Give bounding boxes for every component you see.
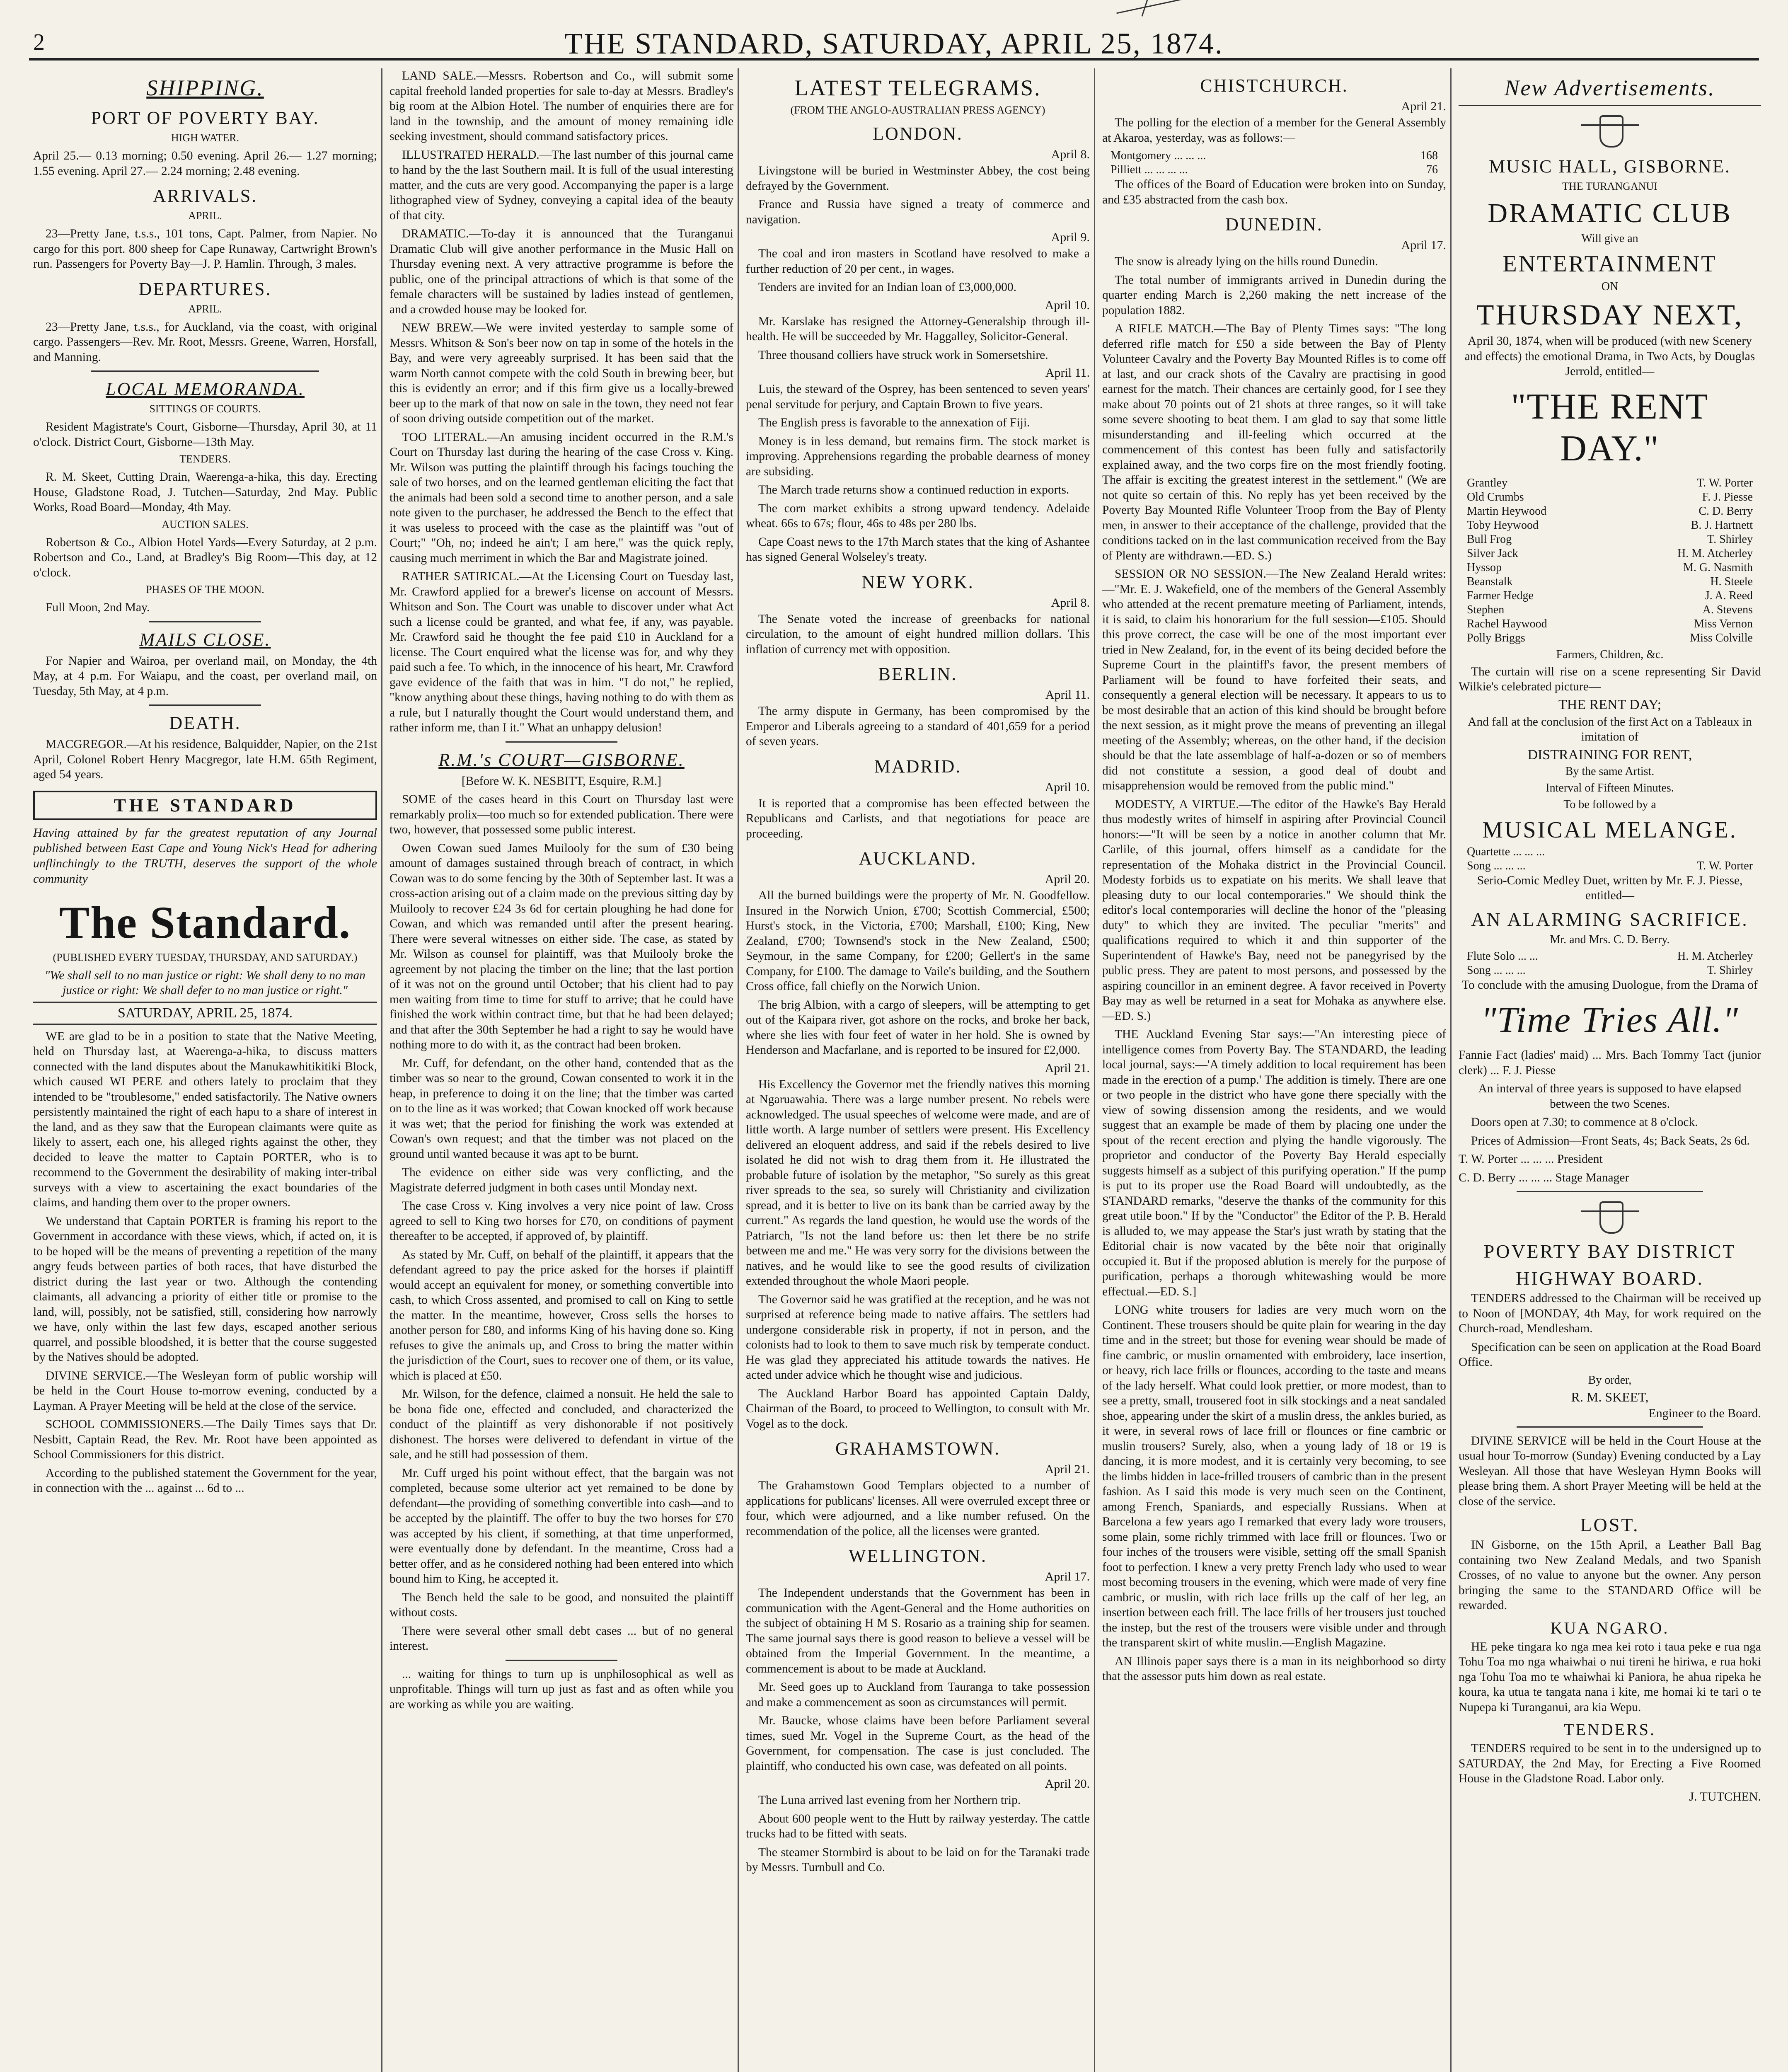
cast-row xyxy=(1467,575,1753,589)
road-board-title-2: HIGHWAY BOARD. xyxy=(1516,1268,1704,1289)
cast-actor: H. M. Atcherley xyxy=(1677,547,1753,560)
dateline: April 10. xyxy=(1045,298,1090,312)
auction-title: AUCTION SALES. xyxy=(162,518,249,530)
arrivals-title: ARRIVALS. xyxy=(152,186,258,206)
telegram-item: About 600 people went to the Hutt by railway yesterday. The cattle trucks had to be fitted with seats. xyxy=(746,1812,1090,1840)
telegram-item: His Excellency the Governor met the friendly natives this morning at Ngaruawahia. There was a large number present. No rebels were acknowledged. The usual speeches of welcome were made, and are of little worth. A large number of settlers were present. His Excellency delivered an eloquent address, and said if the rebels desired to live isolated he did not wish to drag them from it. He illustrated the probable future of isolation by the metaphor, "So surely as this great river spreads to the sea, so surely will Christianity and civilization spread, and it is better to live on its bank than be carried away by the current." As regards the land question, he would use the words of the Patriarch, "Is not the land before us: then let there be no strife between me and me." He was very sorry for the divisions between the natives, and he would like to see the good results of civilization extended throughout the whole Maori people. xyxy=(746,1077,1090,1288)
lost-notice: IN Gisborne, on the 15th April, a Leather Ball Bag containing two New Zealand Medals, and two Spanish Crosses, of no value to anyone but the owner. Any person bringing the same to the STANDARD Office will be rewarded. xyxy=(1459,1538,1761,1612)
specification-note: Specification can be seen on application at the Road Board Office. xyxy=(1459,1340,1761,1369)
cast-row xyxy=(1467,617,1753,631)
tenders-title: TENDERS. xyxy=(179,453,231,465)
leader-paragraph-1: WE are glad to be in a position to state that the Native Meeting, held on Thursday last, at Waerenga-a-hika, to discuss matters connected with the land disputes about the Manukawhitikitiki Block, which caused WI PERE and others lately to proclaim that they intended to be "troublesome," ended satisfactorily. The Native owners persistently maintained the right of each hapu to a share of interest in the land, and as they saw that the European claimants were quite as likely to assert, each one, his alleged rights against the other, they decided to leave the matter to Captain PORTER, who is to recommend to the Government the desirability of making inter-tribal surveys with a view to ascertaining the exact boundaries of the claims, and handing them over to the proper owners. xyxy=(33,1029,377,1209)
poll-candidate: Montgomery ... ... ... xyxy=(1111,149,1206,162)
divider xyxy=(1517,1426,1703,1428)
column-rule xyxy=(1450,68,1452,2072)
rent-day-title: "THE RENT DAY." xyxy=(1511,386,1709,469)
school-commissioners-note: SCHOOL COMMISSIONERS.—The Daily Times says that Dr. Nesbitt, Captain Read, the Rev. Mr. Root have been appointed as School Commissioners for this district. xyxy=(33,1418,377,1461)
madrid-heading: MADRID. xyxy=(874,756,962,777)
cast-actor: B. J. Hartnett xyxy=(1691,518,1753,532)
cast-role: Old Crumbs xyxy=(1467,490,1524,503)
court-paragraph-3: Mr. Cuff, for defendant, on the other hand, contended that as the timber was so near to the ground, Cowan consented to work it in the heap, in preference to doing it on the line; that the timber was carted on to the line as it was worked; that Cowan knocked off work because it was wet; that the period for finishing the work was extended at Cowan's own request; and that the timber was not placed on the ground until wanted because it was apt to be burnt. xyxy=(390,1056,733,1161)
cast-role: Silver Jack xyxy=(1467,547,1518,560)
programme-item: Flute Solo ... ... xyxy=(1467,949,1538,963)
followed-by: To be followed by a xyxy=(1563,798,1656,811)
curtain-note: The curtain will rise on a scene representing Sir David Wilkie's celebrated picture— xyxy=(1459,665,1761,693)
standard-box-title: THE STANDARD xyxy=(33,791,377,820)
telegram-item: The army dispute in Germany, has been compromised by the Emperor and Liberals agreeing to a standard of 401,659 for a period of seven years. xyxy=(746,704,1090,748)
departures-text: 23—Pretty Jane, t.s.s., for Auckland, via the coast, with original cargo. Passengers—Rev. Mr. Root, Messrs. Greene, Warren, Horsfall, and Manning. xyxy=(33,320,377,364)
telegram-item: The March trade returns show a continued reduction in exports. xyxy=(758,483,1069,496)
lost-title: LOST. xyxy=(1580,1514,1640,1535)
cast-role: Toby Heywood xyxy=(1467,518,1539,532)
section-title-shipping: SHIPPING. xyxy=(146,75,264,100)
illinois-note: AN Illinois paper says there is a man in its neighborhood so dirty that the assessor puts him down as real estate. xyxy=(1102,1654,1446,1683)
poll-votes: 76 xyxy=(1426,163,1438,176)
column-2 xyxy=(390,68,733,2072)
court-paragraph-7: Mr. Wilson, for the defence, claimed a nonsuit. He held the sale to be bona fide one, effected and concluded, and characterized the conduct of the plaintiff as very dishonorable if not positively dishonest. The horses were delivered to defendant in virtue of the sale, and he still had possession of them. xyxy=(390,1387,733,1461)
conclude-note: To conclude with the amusing Duologue, from the Drama of xyxy=(1462,978,1758,992)
london-heading: LONDON. xyxy=(873,123,963,144)
death-title: DEATH. xyxy=(169,713,241,733)
telegram-item: The Grahamstown Good Templars objected to a number of applications for publicans' licenses. All were overruled except three or four, which were adjourned, and a like number refused. On the recommendation of the police, all the licenses were granted. xyxy=(746,1479,1090,1538)
cast-actor: J. A. Reed xyxy=(1705,589,1753,602)
duologue-cast: Fannie Fact (ladies' maid) ... Mrs. Bach Tommy Tact (junior clerk) ... F. J. Piesse xyxy=(1459,1048,1761,1077)
cast-extras: Farmers, Children, &c. xyxy=(1556,648,1664,661)
poll-votes: 168 xyxy=(1420,149,1438,162)
dateline: April 8. xyxy=(1051,595,1090,610)
telegram-item: The English press is favorable to the annexation of Fiji. xyxy=(758,416,1030,429)
moon-text: Full Moon, 2nd May. xyxy=(46,601,150,614)
telegram-item: Cape Coast news to the 17th March states that the king of Ashantee has signed General Wolseley's treaty. xyxy=(746,535,1090,564)
dateline: April 8. xyxy=(1051,148,1090,161)
thursday-next-title: THURSDAY NEXT, xyxy=(1476,299,1744,331)
programme-row xyxy=(1467,963,1753,978)
coat-of-arms-icon xyxy=(1577,1198,1643,1235)
on-label: ON xyxy=(1601,280,1619,293)
court-paragraph-11: ... waiting for things to turn up is unphilosophical as well as unprofitable. Things will turn up just as fast and as often while you are working as while you are waiting. xyxy=(390,1667,733,1711)
departures-title: DEPARTURES. xyxy=(138,278,272,299)
illustrated-herald-note: ILLUSTRATED HERALD.—The last number of this journal came to hand by the the last Southern mail. It is full of the usual interesting matter, and the cuts are very good. Accompanying the paper is a large lithographed view of Sydney, conveying a capital idea of the beauty of that city. xyxy=(390,148,733,222)
programme-item: Song ... ... ... xyxy=(1467,859,1526,872)
cast-row xyxy=(1467,603,1753,617)
telegram-item: It is reported that a compromise has been effected between the Republicans and Carlists, and that negotiations for peace are proceeding. xyxy=(746,796,1090,840)
cast-actor: T. Shirley xyxy=(1707,533,1753,546)
programme-row xyxy=(1467,949,1753,963)
divider xyxy=(506,1660,617,1661)
court-paragraph-5: The case Cross v. King involves a very nice point of law. Cross agreed to sell to King two horses for £70, on conditions of payment thereafter to be accepted, if approved of, by plaintiff. xyxy=(390,1199,733,1243)
programme-performer: T. W. Porter xyxy=(1697,859,1753,872)
dramatic-club-title: DRAMATIC CLUB xyxy=(1488,198,1732,228)
running-head: THE STANDARD, SATURDAY, APRIL 25, 1874. xyxy=(564,27,1224,60)
new-brew-note: NEW BREW.—We were invited yesterday to sample some of Messrs. Whitson & Son's beer now on tap in some of the hotels in the Bay, and were very agreeably surprised. It has been said that the warm North cannot compete with the cold South in brewing beer, but this is evidently an error; and if this firm give us a locally-brewed beer up to the mark of that now on sale in the town, they need not fear of soon driving outside competition out of the market. xyxy=(390,321,733,425)
time-tries-all-title: "Time Tries All." xyxy=(1481,1000,1739,1040)
publication-schedule: (PUBLISHED EVERY TUESDAY, THURSDAY, AND SATURDAY.) xyxy=(53,951,358,963)
courts-title: SITTINGS OF COURTS. xyxy=(149,403,261,415)
land-sale-note: LAND SALE.—Messrs. Robertson and Co., will submit some capital freehold landed properties for sale to-day at Messrs. Bradley's big room at the Albion Hotel. The number of enquiries there are for land in the township, and the amount of money remaining idle seeking investment, should command satisfactory prices. xyxy=(390,69,733,143)
performance-description: April 30, 1874, when will be produced (with new Scenery and effects) the emotional Drama, in Two Acts, by Douglas Jerrold, entitled— xyxy=(1464,334,1755,378)
dateline: April 21. xyxy=(1401,99,1446,113)
dateline: April 10. xyxy=(1045,780,1090,794)
serio-comic-note: Serio-Comic Medley Duet, written by Mr. F. J. Piesse, entitled— xyxy=(1477,874,1743,902)
cast-actor: A. Stevens xyxy=(1702,603,1753,616)
cast-list xyxy=(1459,476,1761,645)
alarming-sacrifice-title: AN ALARMING SACRIFICE. xyxy=(1471,908,1749,930)
damaged-fragment: According to the published statement the Government for the year, in connection with the ... against ... 6d to ... xyxy=(33,1466,377,1495)
cast-actor: C. D. Berry xyxy=(1698,504,1753,518)
divine-service-ad: DIVINE SERVICE will be held in the Court House at the usual hour To-morrow (Sunday) Evening conducted by a Lay Wesleyan. All those that have Wesleyan Hymn Books will please bring them. A short Prayer Meeting will be held at the close of the service. xyxy=(1459,1434,1761,1508)
dramatic-note: DRAMATIC.—To-day it is announced that the Turanganui Dramatic Club will give another performance in the Music Hall on Thursday evening next. A very attractive programme is before the public, one of the principal attractions of which is that some of the female characters will be sustained by ladies instead of gentlemen, and a crowded house may be looked for. xyxy=(390,227,733,316)
programme-item: Song ... ... ... xyxy=(1467,963,1526,977)
kua-ngaro-title: KUA NGARO. xyxy=(1550,1618,1669,1637)
cast-role: Bull Frog xyxy=(1467,533,1512,546)
grahamstown-heading: GRAHAMSTOWN. xyxy=(835,1438,1001,1459)
cast-row xyxy=(1467,476,1753,490)
port-title: PORT OF POVERTY BAY. xyxy=(91,108,319,128)
interval-years-note: An interval of three years is supposed to have elapsed between the two Scenes. xyxy=(1478,1082,1742,1111)
cast-row xyxy=(1467,518,1753,533)
telegram-item: Tenders are invited for an Indian loan of £3,000,000. xyxy=(758,281,1016,294)
telegram-item: The Independent understands that the Government has been in communication with the Agent-General and the Home authorities on the subject of obtaining H M S. Rosario as a training ship for seamen. The same journal says there is good reason to believe a vessel will be obtained from the Imperial Government. In the meantime, a commencement is about to be made at Auckland. xyxy=(746,1586,1090,1675)
cast-actor: H. Steele xyxy=(1710,575,1753,588)
court-paragraph-2: Owen Cowan sued James Muilooly for the sum of £30 being amount of damages sustained through breach of contract, in which Cowan was to do some fencing by the 30th of September last. It was a cross-action arising out of a claim made on the previous sitting day by Muilooly to recover £24 3s 6d for certain ploughing he had done for Cowan, and which was remanded until after the present hearing. There were several witnesses on either side. The case, as stated by Mr. Wilson as counsel for plaintiff, was that Muilooly broke the agreement by not placing the timber on the line; that the last portion of it was not on the ground until October; that his client had to pay men waiting from time to time for stuff to arrive; that he could have finished the work within contract time, but that he had been delayed; and that after the 30th September he had a right to say he would have nothing more to do with it, as the contract had been broken. xyxy=(390,841,733,1051)
telegram-item: Mr. Seed goes up to Auckland from Tauranga to take possession and make a commencement as soon as circumstances will permit. xyxy=(746,1680,1090,1709)
cast-role: Rachel Haywood xyxy=(1467,617,1547,630)
entertainment-title: ENTERTAINMENT xyxy=(1503,251,1717,277)
programme-row xyxy=(1467,859,1753,873)
auction-text: Robertson & Co., Albion Hotel Yards—Every Saturday, at 2 p.m. Robertson and Co., Land, at Bradley's Big Room—This day, at 12 o'clock. xyxy=(33,535,377,579)
departures-month: APRIL. xyxy=(188,303,222,315)
cast-actor: Miss Colville xyxy=(1690,631,1753,644)
courts-text: Resident Magistrate's Court, Gisborne—Thursday, April 30, at 11 o'clock. District Court, Gisborne—13th May. xyxy=(33,420,377,449)
coat-of-arms-icon xyxy=(1577,112,1643,149)
cast-role: Stephen xyxy=(1467,603,1505,616)
high-water-table: April 25.— 0.13 morning; 0.50 evening. April 26.— 1.27 morning; 1.55 evening. April 27.— 2.24 morning; 2.48 evening. xyxy=(33,149,377,178)
by-order: By order, xyxy=(1588,1373,1632,1387)
new-york-heading: NEW YORK. xyxy=(861,571,974,592)
programme-performer: T. Shirley xyxy=(1707,963,1753,977)
berry-performers: Mr. and Mrs. C. D. Berry. xyxy=(1550,933,1670,946)
programme-row xyxy=(1467,845,1753,859)
christchurch-heading: CHISTCHURCH. xyxy=(1200,75,1348,96)
telegram-item: The total number of immigrants arrived in Dunedin during the quarter ending March is 2,260 making the nett increase of the population 1882. xyxy=(1102,273,1446,317)
new-advertisements-title: New Advertisements. xyxy=(1459,75,1761,106)
telegram-item: Mr. Karslake has resigned the Attorney-Generalship through ill-health. He will be succeeded by Mr. Haggalley, Solicitor-General. xyxy=(746,315,1090,343)
court-before: [Before W. K. NESBITT, Esquire, R.M.] xyxy=(461,774,662,788)
divider xyxy=(149,704,261,706)
telegram-item: Three thousand colliers have struck work in Somersetshire. xyxy=(758,348,1048,362)
cast-row xyxy=(1467,490,1753,504)
standard-motto: Having attained by far the greatest reputation of any Journal published between East Cape and Young Nick's Head for adhering unflinchingly to the TRUTH, deserves the support of the whole community xyxy=(33,825,377,886)
court-paragraph-9: The Bench held the sale to be good, and nonsuited the plaintiff without costs. xyxy=(390,1590,733,1619)
dateline: April 9. xyxy=(1051,230,1090,244)
club-prefix: THE TURANGANUI xyxy=(1562,180,1657,192)
tutchen-signature: J. TUTCHEN. xyxy=(1689,1789,1761,1803)
court-paragraph-6: As stated by Mr. Cuff, on behalf of the plaintiff, it appears that the defendant agreed to pay the price asked for the horses if plaintiff would accept an equivalent for money, or something convertible into cash, to which Cross assented, and promised to call on King to settle the matter. In the meantime, however, Cross sells the horses to another person for £80, and informs King of his having done so. King refuses to give the animals up, and Cross to bring the matter within the jurisdiction of the Court, sues to recover one of them, or its value, which is placed at £50. xyxy=(390,1248,733,1382)
berlin-heading: BERLIN. xyxy=(878,664,958,684)
cast-actor: M. G. Nasmith xyxy=(1683,561,1753,574)
cast-row xyxy=(1467,631,1753,645)
column-5-advertisements xyxy=(1459,68,1761,2072)
telegram-item: The polling for the election of a member for the General Assembly at Akaroa, yesterday, was as follows:— xyxy=(1102,116,1446,145)
issue-dateline: SATURDAY, APRIL 25, 1874. xyxy=(33,1002,377,1025)
cast-role: Farmer Hedge xyxy=(1467,589,1534,602)
dateline: April 20. xyxy=(1045,872,1090,886)
column-4 xyxy=(1102,68,1446,2072)
tenders-ad-notice: TENDERS required to be sent in to the undersigned up to SATURDAY, the 2nd May, for Erecting a Five Roomed House in the Gladstone Road. Labor only. xyxy=(1459,1742,1761,1785)
programme-performer: H. M. Atcherley xyxy=(1677,949,1753,963)
arrivals-text: 23—Pretty Jane, t.s.s., 101 tons, Capt. Palmer, from Napier. No cargo for this port. 800 sheep for Cape Runaway, Cartwright Brown's run. Passengers for Poverty Bay—J. P. Hamlin. Through, 3 males. xyxy=(33,227,377,271)
court-report-title: R.M.'s COURT—GISBORNE. xyxy=(438,749,685,770)
masthead xyxy=(29,12,1759,61)
telegrams-title: LATEST TELEGRAMS. xyxy=(794,75,1041,100)
mails-text: For Napier and Wairoa, per overland mail, on Monday, the 4th May, at 4 p.m. For Waiapu, and the coast, per overland mail, on Tuesday, 5th May, at 4 p.m. xyxy=(33,654,377,698)
rather-satirical-note: RATHER SATIRICAL.—At the Licensing Court on Tuesday last, Mr. Crawford applied for a brewer's license on account of Messrs. Whitson and Son. The Court was unable to discover under what Act such a license could be granted, and what fee, if any, was payable. Mr. Crawford said he thought the fee paid £10 in Auckland for a license. The Court enquired what the license was for, and why they paid such a fee. To which, in the innocence of his heart, Mr. Crawford gave evidence of the faith that was in him. "I do not," he replied, "know anything about these things, having nothing to do with them as a rule, but I naturally thought the Court would understand them, and rather inform me, than I it." What an unhappy delusion! xyxy=(390,570,733,734)
session-note: SESSION OR NO SESSION.—The New Zealand Herald writes:—"Mr. E. J. Wakefield, one of the members of the General Assembly who attended at the recent premature meeting of Parliament, intends, it is said, to claim his honorarium for the full session—£105. Should this prove correct, the case will be one of the most important ever tried in New Zealand, for, in the event of its being decided before the Supreme Court in the plaintiff's favor, the present members of Parliament will be found to have forfeited their seats, and consequently a general election will be necessary. It appears to us to be most desirable that an action of this kind should be brought before the next session, as it might prove the means of preventing an illegal meeting of the Assembly; whereas, on the other hand, if the decision should be that the late assemblage of half-a-dozen or so of members did not constitute a session, a good deal of doubt and misapprehension would be removed from the public mind." xyxy=(1102,567,1446,792)
court-paragraph-8: Mr. Cuff urged his point without effect, that the bargain was not completed, because some ulterior act yet remained to be done by defendant—the providing of something convertible into cash—and to be accepted by the plaintiff. The offer to buy the two horses for £70 was accepted by his client, if something, at that time unperformed, were eventually done by defendant. In the meantime, Cross had a better offer, and as he considered nothing had been entered into which bound him to King, he accepted it. xyxy=(390,1466,733,1585)
cast-row xyxy=(1467,547,1753,561)
trousers-note: LONG white trousers for ladies are very much worn on the Continent. These trousers should be quite plain for wearing in the day time and in the street; but those for evening wear should be made of fine cambric, or muslin ornamented with embroidery, lace insertion, or heavy, rich lace frills or flounces, according to the taste and means of the lady herself. What could look prettier, or more modest, than to see a pretty, small, trousered foot in silk stockings and a neat sandaled shoe, appearing under the skirt of a muslin dress, the ankles buried, as it were, in several rows of lace frill or flounces or fine cambric or muslin trousers? Surely, also, when a young lady of 18 or 19 is dancing, it is more modest, and it is certainly very becoming, to see the limbs hidden in lace-frilled trousers of cambric than in the present fashion. As I said this mode is very much seen on the Continent, among French, Spaniards, and especially Russians. When at Barcelona a few years ago I remarked that every lady wore trousers, some plain, some richly trimmed with lace frill or flounces. Two or four inches of the trousers were visible, setting off the small Spanish foot to perfection. I knew a very pretty French lady who used to wear most becoming trousers in the evening, which were made of very fine cambric, or muslin, with rich lace frills up the calf of her leg, an insertion between each frill. The lace frills of her trousers just touched the instep, but the rest of the trousers were visible under and through the transparent skirt of white muslin.—English Magazine. xyxy=(1102,1303,1446,1649)
road-board-title-1: POVERTY BAY DISTRICT xyxy=(1483,1241,1736,1262)
programme-item: Quartette ... ... ... xyxy=(1467,845,1545,858)
death-text: MACGREGOR.—At his residence, Balquidder, Napier, on the 21st April, Colonel Robert Henry Macgregor, late H.M. 65th Regiment, aged 54 years. xyxy=(33,738,377,781)
cast-actor: T. W. Porter xyxy=(1697,476,1753,489)
nameplate: The Standard. xyxy=(59,897,351,948)
modesty-note: MODESTY, A VIRTUE.—The editor of the Hawke's Bay Herald thus modestly writes of himself in aspiring after Provincial Council honors:—"It will be seen by a notice in another column that Mr. Carlile, of this journal, offers himself as a candidate for the representation of the Mohaka district in the Provincial Council. Modesty forbids us to expatiate on his merits. We shall leave that pleasing duty to our local contemporaries." We should think the editor's local contemporaries will decline the honor of the "pleasing duty" to which they are invited. The peculiar "merits" and qualifications required to which it and thin supporter of the Superintendent of Hawke's Bay, need not be panegyrised by the public press. They are patent to most persons, and possessed by the aspiring councillor in an eminent degree. A favor received in Poverty Bay may as well be returned in a seat for Mohaka as anywhere else.—ED. S.) xyxy=(1102,797,1446,1023)
telegram-item: The steamer Stormbird is about to be laid on for the Taranaki trade by Messrs. Turnbull and Co. xyxy=(746,1845,1090,1874)
telegram-item: The Luna arrived last evening from her Northern trip. xyxy=(758,1794,1021,1807)
column-rule xyxy=(381,68,382,2072)
leader-paragraph-2: We understand that Captain PORTER is framing his report to the Government in accordance with these views, which, if acted on, it is to be hoped will be the means of preventing a repetition of the many angry feuds between parties of both races, that have disturbed the district during the last year or two. Although the contending claimants, all advancing a priority of either title or promise to the land, will, possibly, not be satisfied, still, considering how narrowly we have, only within the last few days, escaped another serious quarrel, and possible bloodshed, it is better that the course suggested by the Natives should be adopted. xyxy=(33,1214,377,1364)
cast-role: Martin Heywood xyxy=(1467,504,1547,518)
column-1 xyxy=(33,68,377,2072)
wellington-heading: WELLINGTON. xyxy=(849,1546,987,1566)
telegram-item: The Senate voted the increase of greenbacks for national circulation, to the amount of eight hundred million dollars. This inflation of currency met with opposition. xyxy=(746,612,1090,656)
musical-melange-title: MUSICAL MELANGE. xyxy=(1482,817,1737,843)
dunedin-heading: DUNEDIN. xyxy=(1225,214,1323,235)
poll-row xyxy=(1111,149,1438,163)
high-water-title: HIGH WATER. xyxy=(171,132,240,144)
telegram-item: The Auckland Harbor Board has appointed Captain Daldy, Chairman of the Board, to proceed to Wellington, to consult with Mr. Vogel as to the dock. xyxy=(746,1387,1090,1431)
court-paragraph-4: The evidence on either side was very conflicting, and the Magistrate deferred judgment in both cases until Monday next. xyxy=(390,1166,733,1194)
arrivals-month: APRIL. xyxy=(188,210,222,222)
mails-title: MAILS CLOSE. xyxy=(139,629,271,650)
dateline: April 11. xyxy=(1045,366,1090,380)
cast-row xyxy=(1467,561,1753,575)
music-hall-title: MUSIC HALL, GISBORNE. xyxy=(1489,156,1731,177)
cast-role: Polly Briggs xyxy=(1467,631,1525,644)
telegrams-agency: (FROM THE ANGLO-AUSTRALIAN PRESS AGENCY) xyxy=(790,104,1045,116)
president-line: T. W. Porter ... ... ... President xyxy=(1459,1152,1603,1166)
tableaux-note: And fall at the conclusion of the first Act on a Tableaux in imitation of xyxy=(1468,715,1752,743)
dateline: April 11. xyxy=(1045,688,1090,702)
column-rule xyxy=(1094,68,1095,2072)
cast-role: Grantley xyxy=(1467,476,1507,489)
too-literal-note: TOO LITERAL.—An amusing incident occurred in the R.M.'s Court on Thursday last during the hearing of the case Cross v. King. Mr. Wilson was putting the plaintiff through his facings touching the sale of two horses, and on the learned gentleman eliciting the fact that the animals had been sold a second time to another person, and a sale note given to the purchaser, he addressed the Bench to the effect that it was useless to proceed with the case as the plaintiff was "out of Court;" "Oh, no; indeed he ain't; I am here," was the quick reply, causing much merriment in which the Bar and Magistrate joined. xyxy=(390,430,733,565)
nameplate-quote: "We shall sell to no man justice or right: We shall deny to no man justice or right: We shall defer to no man justice or right." xyxy=(45,968,365,997)
prices-note: Prices of Admission—Front Seats, 4s; Back Seats, 2s 6d. xyxy=(1471,1134,1750,1147)
page-number: 2 xyxy=(33,29,45,55)
dateline: April 21. xyxy=(1045,1462,1090,1476)
column-3 xyxy=(746,68,1090,2072)
cast-row xyxy=(1467,589,1753,603)
telegram-item: The corn market exhibits a strong upward tendency. Adelaide wheat. 66s to 67s; flour, 46s to 48s per 280 lbs. xyxy=(746,501,1090,530)
telegram-item: The snow is already lying on the hills round Dunedin. xyxy=(1115,255,1378,268)
divider xyxy=(91,370,319,372)
skeet-signature: R. M. SKEET, xyxy=(1571,1389,1649,1404)
telegram-item: Luis, the steward of the Osprey, has been sentenced to seven years' penal servitude for perjury, and Captain Brown to five years. xyxy=(746,382,1090,411)
cast-role: Beanstalk xyxy=(1467,575,1513,588)
telegram-item: France and Russia have signed a treaty of commerce and navigation. xyxy=(746,198,1090,226)
same-artist: By the same Artist. xyxy=(1565,765,1655,778)
rent-day-subtitle: THE RENT DAY; xyxy=(1558,697,1662,712)
telegram-item: Livingstone will be buried in Westminster Abbey, the cost being defrayed by the Government. xyxy=(746,164,1090,193)
poll-candidate: Pilliett ... ... ... ... xyxy=(1111,163,1188,176)
divider xyxy=(506,741,617,743)
moon-title: PHASES OF THE MOON. xyxy=(146,583,264,595)
column-rule xyxy=(738,68,739,2072)
court-paragraph-1: SOME of the cases heard in this Court on Thursday last were remarkably prolix—too much so for extended publication. There were two, however, that possessed some public interest. xyxy=(390,793,733,836)
cast-row xyxy=(1467,533,1753,547)
telegram-item: The offices of the Board of Education were broken into on Sunday, and £35 abstracted from the cash box. xyxy=(1102,178,1446,206)
telegram-item: The brig Albion, with a cargo of sleepers, will be attempting to get out of the Kaipara river, got ashore on the rocks, and broke her back, where she lies with four feet of water in her hold. She is owned by Henderson and Macfarlane, and is reported to be insured for £2,000. xyxy=(746,998,1090,1057)
auckland-heading: AUCKLAND. xyxy=(859,848,977,869)
interval-note: Interval of Fifteen Minutes. xyxy=(1546,781,1674,794)
court-paragraph-10: There were several other small debt cases ... but of no general interest. xyxy=(390,1624,733,1653)
dateline: April 21. xyxy=(1045,1061,1090,1075)
telegram-item: The coal and iron masters in Scotland have resolved to make a further reduction of 20 per cent., in wages. xyxy=(746,247,1090,276)
cast-actor: F. J. Piesse xyxy=(1702,490,1753,503)
tenders-ad-title: TENDERS. xyxy=(1564,1720,1656,1739)
telegram-item: All the burned buildings were the property of Mr. N. Goodfellow. Insured in the Norwich Union, £700; Scottish Commercial, £500; Hurst's stock, in the Victoria, £700; Marshall, £100; King, New Zealand, £700; Townsend's stock in the New Zealand, £500; Seymour, in the same Company, for £200; Gellert's in the same Company, for £100. The damage to Vaile's building, and the Southern Cross office, fall chiefly on the Norwich Union. xyxy=(746,889,1090,993)
tenders-text: R. M. Skeet, Cutting Drain, Waerenga-a-hika, this day. Erecting House, Gladstone Road, J. Tutchen—Saturday, 2nd May. Public Works, Road Board—Monday, 4th May. xyxy=(33,470,377,514)
telegram-item: The Governor said he was gratified at the reception, and he was not surprised at reference being made to native affairs. The settlers had undergone considerable risk in property, if not in person, and the colonists had to look to them to save much risk by temperate conduct. He was glad they appreciated his attitude towards the natives. He acted under advice which he thought wise and judicious. xyxy=(746,1293,1090,1382)
poll-row xyxy=(1111,163,1438,177)
engineer-title: Engineer to the Board. xyxy=(1648,1406,1761,1420)
divine-service-note: DIVINE SERVICE.—The Wesleyan form of public worship will be held in the Court House to-morrow evening, conducted by a Layman. A Prayer Meeting will be held at the close of the service. xyxy=(33,1369,377,1413)
cast-row xyxy=(1467,504,1753,518)
road-board-notice: TENDERS addressed to the Chairman will be received up to Noon of [MONDAY, 4th May, for work required on the Church-road, Mendlesham. xyxy=(1459,1292,1761,1335)
rifle-match-note: A RIFLE MATCH.—The Bay of Plenty Times says: "The long deferred rifle match for £50 a side between the Bay of Plenty Volunteer Cavalry and the Poverty Bay Mounted Rifles is to come off at last, and our crack shots of the Cavalry are practising in good earnest for the match. Their chances are certainly good, for I see they make about 70 points out of 21 shots at three ranges, so it will take some severe shooting to beat them. I am glad to say that some little misunderstanding and ill-feeling which occurred at the commencement of this contest has been fully and satisfactorily explained away, and the two corps fire on the most friendly footing. The affair is exciting the greatest interest in the settlement." (We are not quite so certain of this. No reply has yet been received by the Poverty Bay Mounted Rifle Volunteer Troop from the Bay of Plenty men, in answer to their acceptance of the challenge, provided that the conditions tacked on in the last communication received from the Bay of Plenty are withdrawn.—ED. S.) xyxy=(1102,322,1446,562)
dateline: April 17. xyxy=(1401,238,1446,252)
cast-actor: Miss Vernon xyxy=(1694,617,1753,630)
dateline: April 17. xyxy=(1045,1570,1090,1583)
local-memoranda-title: LOCAL MEMORANDA. xyxy=(106,379,305,399)
divider xyxy=(1517,1191,1703,1192)
divider xyxy=(149,621,261,622)
doors-note: Doors open at 7.30; to commence at 8 o'clock. xyxy=(1471,1116,1698,1129)
dateline: April 20. xyxy=(1045,1777,1090,1791)
evening-star-note: THE Auckland Evening Star says:—"An interesting piece of intelligence comes from Poverty Bay. The STANDARD, the leading local journal, says:—'A timely addition to local requirement has been made in the erection of a pump.' The addition is timely. There are one or two people in the district who have gone there specially with the view of sowing dissension among the residents, and we would suggest that an example be made of them by placing one under the spout of the recent erection and plying the handle vigorously. The proprietor and conductor of the Poverty Bay Herald especially suggests himself as a subject of this purifying operation." If the pump is put to its proper use the Road Board will undoubtedly, as the STANDARD remarks, "deserve the thanks of the community for this great utile boon." If by the "Conductor" the Editor of the P. B. Herald is alluded to, we may appease the Star's just wrath by stating that the Editorial chair is now vacated by the bête noir that originally occupied it. But if the proposed ablution is merely for the purpose of purification, perhaps a thorough whitewashing would be more effectual.—ED. S.] xyxy=(1102,1028,1446,1298)
will-give: Will give an xyxy=(1581,232,1638,245)
stage-manager-line: C. D. Berry ... ... ... Stage Manager xyxy=(1459,1171,1629,1184)
telegram-item: Mr. Baucke, whose claims have been before Parliament several times, sued Mr. Vogel in the Supreme Court, as the head of the Government, for compensation. The case is just concluded. The plaintiff, who conducted his own case, was defeated on all points. xyxy=(746,1714,1090,1773)
telegram-item: Money is in less demand, but remains firm. The stock market is improving. Apprehensions regarding the probable dearness of money are subsiding. xyxy=(746,434,1090,478)
distraining-title: DISTRAINING FOR RENT, xyxy=(1527,747,1692,762)
kua-ngaro-notice: HE peke tingara ko nga mea kei roto i taua peke e rua nga Tohu Toa mo nga whaiwhai o nui tireni he hiriwa, e rua hoki nga Tohu Toa mo te whaiwhai ki Paniora, he ahua ripeka he koura, ka utua te tangata nana i kite, me homai ki te tari o te Nupepa ki Turanganui, ara kia Wepu. xyxy=(1459,1640,1761,1714)
cast-role: Hyssop xyxy=(1467,561,1502,574)
